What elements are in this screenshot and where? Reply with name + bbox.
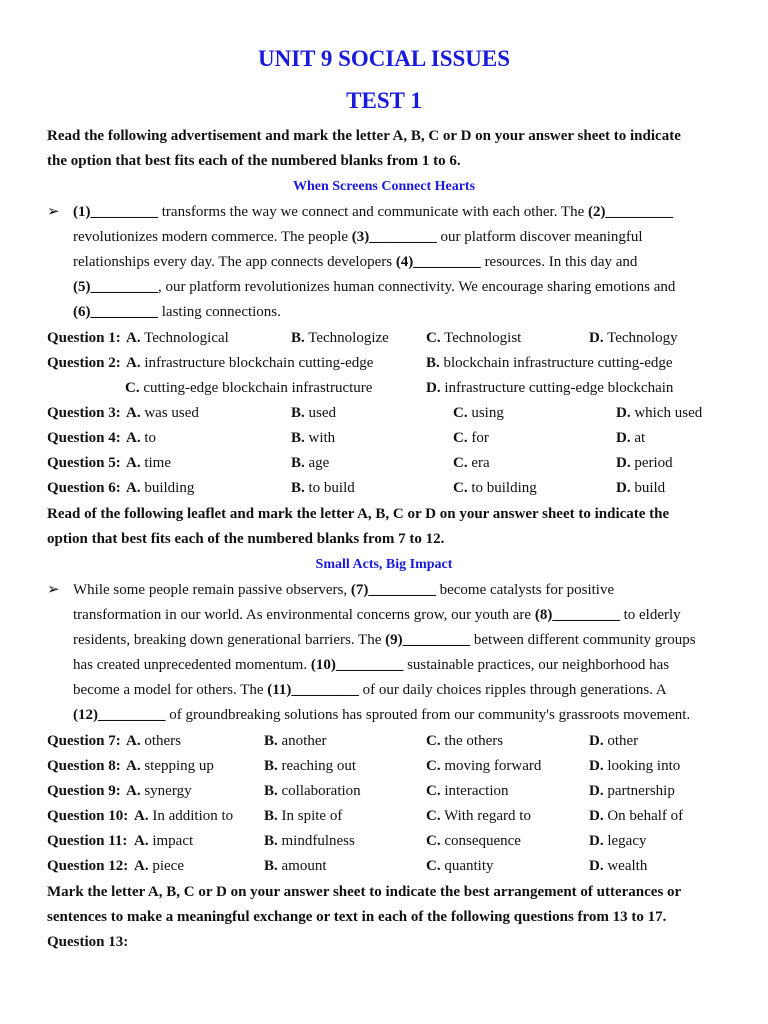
option-d[interactable]: D. legacy [589, 833, 647, 849]
option-d[interactable]: D. period [616, 455, 673, 471]
passage-line: relationships every day. The app connects developers (4)_________ resources. In this day and [73, 254, 638, 270]
question-row: Question 2: A. infrastructure blockchain cutting-edge B. blockchain infrastructure cutting-edge [47, 351, 737, 376]
passage-line: While some people remain passive observers, (7)_________ become catalysts for positive [73, 582, 615, 598]
passage-line: (5)_________, our platform revolutionizes human connectivity. We encourage sharing emotions and [73, 279, 676, 295]
question-row: Question 7: A. others B. another C. the others D. other [47, 729, 737, 754]
option-a[interactable]: A. synergy [126, 783, 192, 799]
section2-instruction [47, 502, 727, 552]
option-c[interactable]: C. for [453, 430, 489, 446]
option-d[interactable]: D. On behalf of [589, 808, 684, 824]
instruction-line: the option that best fits each of the numbered blanks from 1 to 6. [47, 153, 461, 169]
option-b[interactable]: B. Technologize [291, 330, 389, 346]
option-c[interactable]: C. era [453, 455, 490, 471]
option-b[interactable]: B. mindfulness [264, 833, 355, 849]
option-a[interactable]: A. was used [126, 405, 199, 421]
option-a[interactable]: A. time [126, 455, 172, 471]
option-c[interactable]: C. With regard to [426, 808, 531, 824]
question-row: Question 5: A. time B. age C. era D. period [47, 451, 737, 476]
option-c[interactable]: C. consequence [426, 833, 521, 849]
question-row: Question 3: A. was used B. used C. using D. which used [47, 401, 737, 426]
question-13-label: Question 13: [47, 934, 129, 950]
option-d[interactable]: D. other [589, 733, 639, 749]
passage1-heading: When Screens Connect Hearts [292, 179, 476, 194]
option-d[interactable]: D. Technology [589, 330, 678, 346]
passage-line: residents, breaking down generational barriers. The (9)_________ between different community groups [73, 632, 696, 648]
option-b[interactable]: B. blockchain infrastructure cutting-edge [426, 355, 673, 371]
passage2-heading: Small Acts, Big Impact [315, 557, 453, 572]
question-row: Question 8: A. stepping up B. reaching out C. moving forward D. looking into [47, 754, 737, 779]
option-d[interactable]: D. which used [616, 405, 703, 421]
option-b[interactable]: B. In spite of [264, 808, 343, 824]
question-row: Question 4: A. to B. with C. for D. at [47, 426, 737, 451]
option-d[interactable]: D. partnership [589, 783, 675, 799]
question-row: Question 6: A. building B. to build C. to building D. build [47, 476, 737, 501]
option-c[interactable]: C. using [453, 405, 504, 421]
passage-line: transformation in our world. As environmental concerns grow, our youth are (8)_________ to elderly [73, 607, 681, 623]
question-row: Question 10: A. In addition to B. In spite of C. With regard to D. On behalf of [47, 804, 737, 829]
option-b[interactable]: B. used [291, 405, 337, 421]
option-c[interactable]: C. the others [426, 733, 504, 749]
option-d[interactable]: D. infrastructure cutting-edge blockchain [426, 380, 674, 396]
option-c[interactable]: C. cutting-edge blockchain infrastructure [125, 380, 373, 396]
option-c[interactable]: C. quantity [426, 858, 494, 874]
question-row-continued [47, 376, 737, 401]
option-c[interactable]: C. Technologist [426, 330, 522, 346]
section3-instruction [47, 880, 727, 955]
option-b[interactable]: B. collaboration [264, 783, 361, 799]
bullet-arrow-icon: ➢ [47, 582, 60, 598]
option-a[interactable]: A. In addition to [134, 808, 234, 824]
unit-title: UNIT 9 SOCIAL ISSUES [257, 46, 511, 71]
passage-line: revolutionizes modern commerce. The people (3)_________ our platform discover meaningful [73, 229, 643, 245]
passage1 [47, 200, 727, 325]
section1-instruction [47, 124, 727, 174]
instruction-line: Read the following advertisement and mark the letter A, B, C or D on your answer sheet to indicate [47, 128, 681, 144]
option-b[interactable]: B. another [264, 733, 327, 749]
instruction-line: Mark the letter A, B, C or D on your answer sheet to indicate the best arrangement of utterances or [47, 884, 682, 900]
passage-line: has created unprecedented momentum. (10)_________ sustainable practices, our neighborhood has [73, 657, 670, 673]
passage-line: become a model for others. The (11)_________ of our daily choices ripples through generations. A [73, 682, 667, 698]
option-b[interactable]: B. reaching out [264, 758, 357, 774]
option-a[interactable]: A. Technological [126, 330, 229, 346]
instruction-line: Read of the following leaflet and mark the letter A, B, C or D on your answer sheet to indicate the [47, 506, 670, 522]
option-a[interactable]: A. piece [134, 858, 184, 874]
question-row: Question 11: A. impact B. mindfulness C. consequence D. legacy [47, 829, 737, 854]
passage-line: (12)_________ of groundbreaking solutions has sprouted from our community's grassroots movement. [73, 707, 691, 723]
instruction-line: option that best fits each of the numbered blanks from 7 to 12. [47, 531, 445, 547]
option-d[interactable]: D. looking into [589, 758, 681, 774]
option-a[interactable]: A. stepping up [126, 758, 214, 774]
option-c[interactable]: C. to building [453, 480, 537, 496]
test-title: TEST 1 [346, 88, 422, 113]
passage-line: (6)_________ lasting connections. [73, 304, 281, 320]
bullet-arrow-icon: ➢ [47, 204, 60, 220]
option-a[interactable]: A. building [126, 480, 195, 496]
instruction-line: sentences to make a meaningful exchange or text in each of the following questions from 13 to 17. [47, 909, 667, 925]
option-b[interactable]: B. to build [291, 480, 355, 496]
option-c[interactable]: C. interaction [426, 783, 509, 799]
option-a[interactable]: A. impact [134, 833, 194, 849]
option-b[interactable]: B. with [291, 430, 336, 446]
question-row: Question 1: A. Technological B. Technologize C. Technologist D. Technology [47, 326, 737, 351]
option-a[interactable]: A. to [126, 430, 157, 446]
option-d[interactable]: D. build [616, 480, 666, 496]
question-row: Question 12: A. piece B. amount C. quantity D. wealth [47, 854, 737, 879]
option-b[interactable]: B. age [291, 455, 330, 471]
option-b[interactable]: B. amount [264, 858, 327, 874]
option-a[interactable]: A. others [126, 733, 182, 749]
option-d[interactable]: D. at [616, 430, 646, 446]
option-c[interactable]: C. moving forward [426, 758, 542, 774]
passage2 [47, 578, 727, 728]
option-d[interactable]: D. wealth [589, 858, 648, 874]
passage-line: (1)_________ transforms the way we connect and communicate with each other. The (2)_________ [73, 204, 673, 220]
option-a[interactable]: A. infrastructure blockchain cutting-edge [126, 355, 374, 371]
question-row: Question 9: A. synergy B. collaboration C. interaction D. partnership [47, 779, 737, 804]
